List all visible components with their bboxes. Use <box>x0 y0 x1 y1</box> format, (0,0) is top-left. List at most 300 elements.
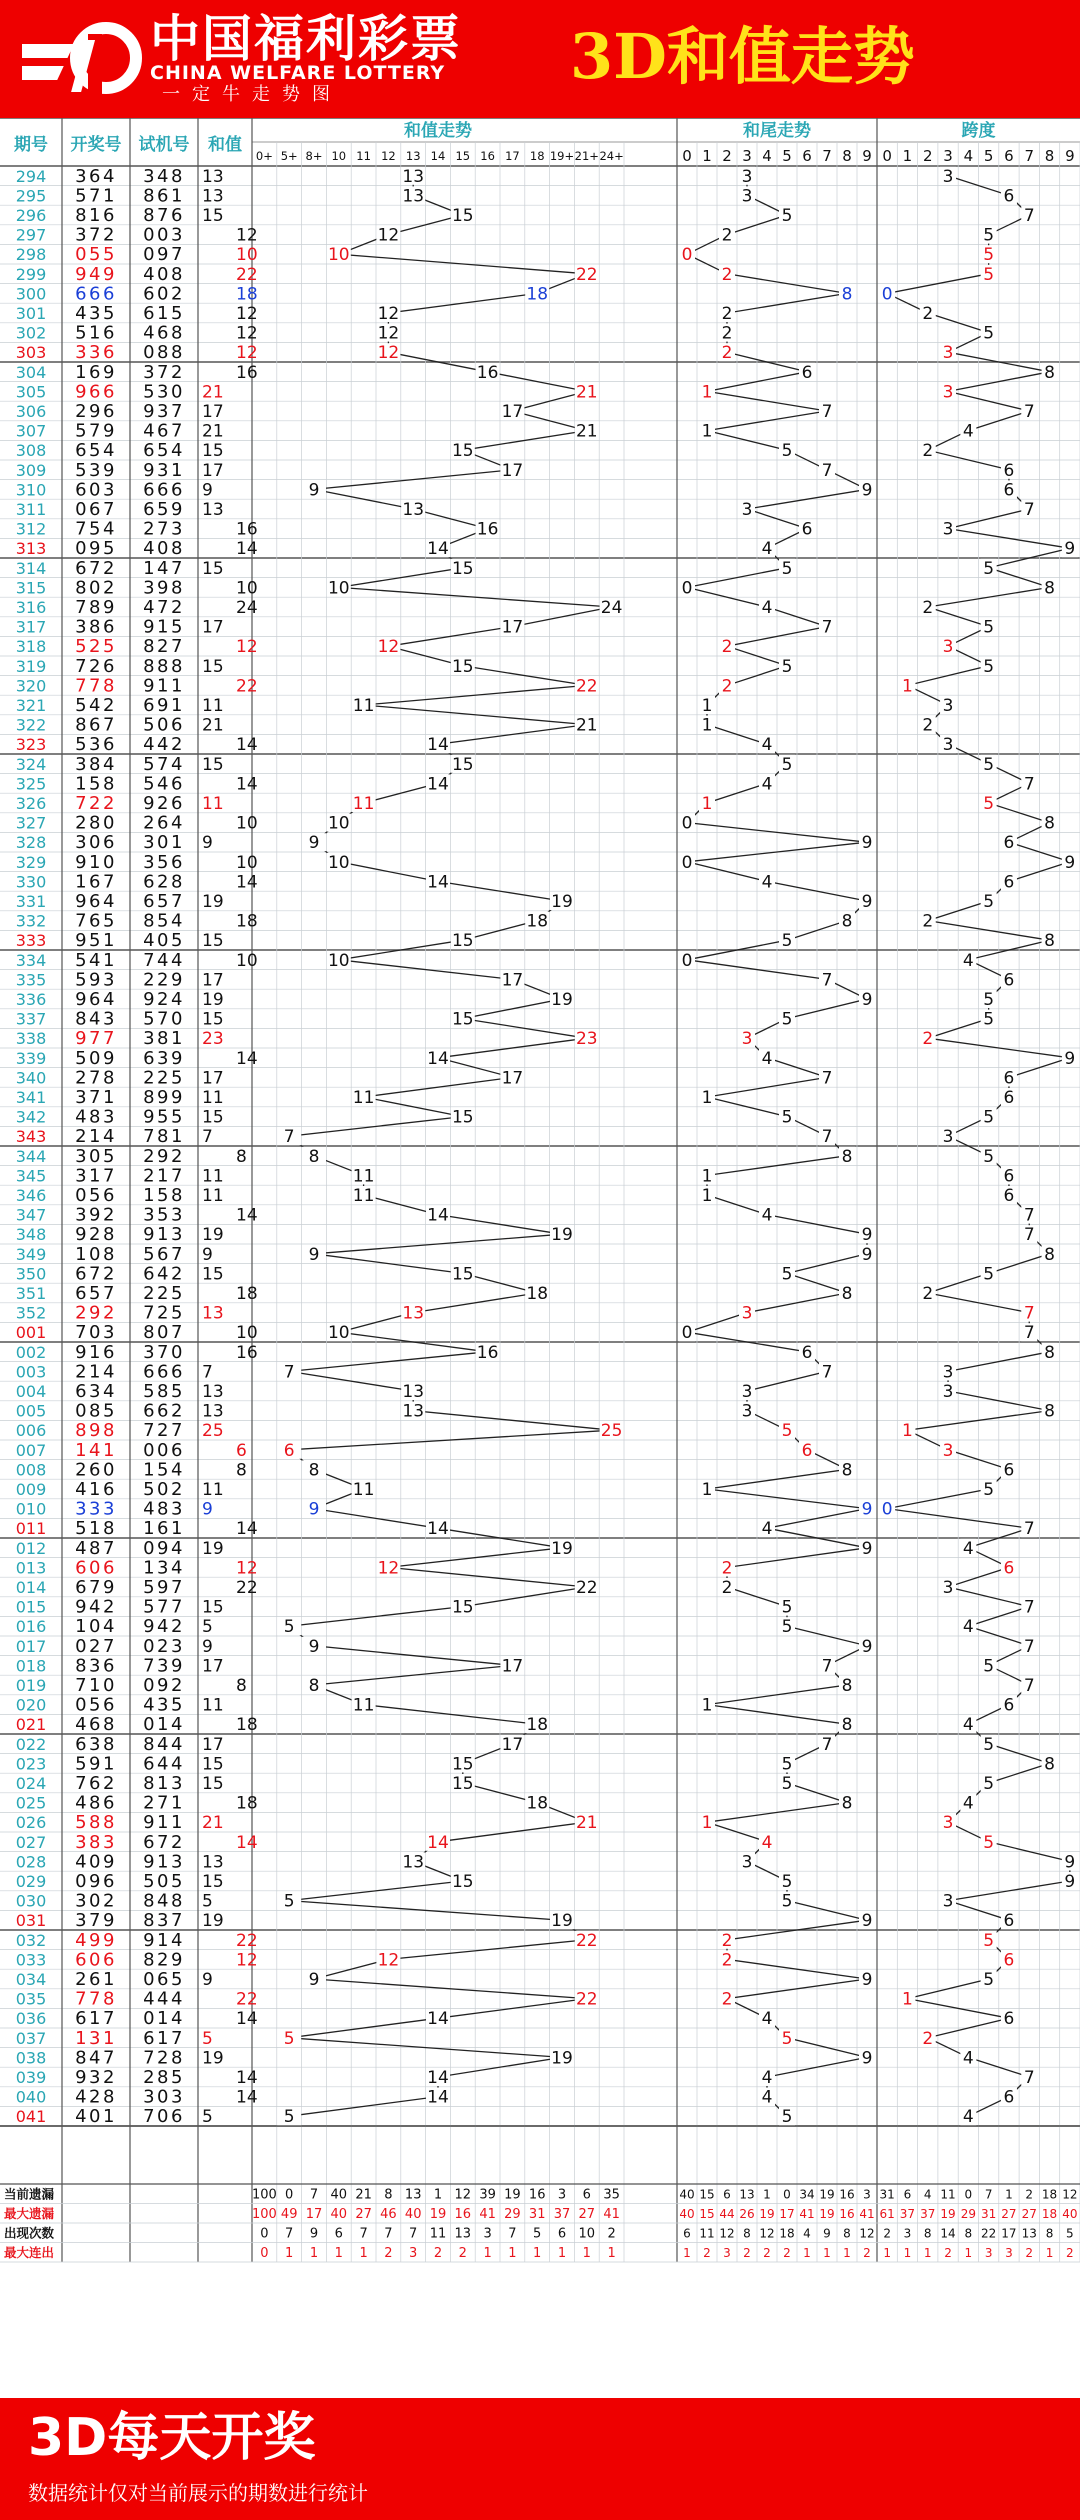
span-trend-marker: 4 <box>962 1715 974 1736</box>
sum-value-cell: 14 <box>236 1205 258 1226</box>
sum-value-cell: 14 <box>236 539 258 560</box>
draw-number-cell: 847 <box>75 2047 117 2069</box>
test-number-cell: 942 <box>143 1616 185 1638</box>
sum-value-cell: 17 <box>202 460 224 481</box>
sum-value-cell: 15 <box>202 1754 224 1775</box>
span-trend-marker: 6 <box>1003 1695 1015 1716</box>
tail-trend-marker: 1 <box>701 715 713 736</box>
issue-cell: 294 <box>15 166 47 186</box>
test-number-cell: 442 <box>143 734 185 756</box>
draw-number-cell: 509 <box>75 1047 117 1069</box>
draw-number-cell: 261 <box>75 1969 117 1990</box>
test-number-cell: 659 <box>143 499 185 520</box>
sum-trend-marker: 13 <box>402 500 425 520</box>
draw-number-cell: 306 <box>75 832 117 854</box>
sum-value-cell: 6 <box>236 1440 247 1461</box>
header <box>0 0 1080 118</box>
span-trend-marker: 5 <box>983 990 995 1010</box>
sum-trend-marker: 8 <box>308 1146 320 1167</box>
sum-value-cell: 12 <box>236 637 258 658</box>
draw-number-cell: 789 <box>75 597 117 618</box>
span-trend-marker: 2 <box>922 2028 934 2049</box>
span-trend-marker: 9 <box>1064 539 1076 560</box>
tail-trend-marker: 0 <box>681 950 693 971</box>
sum-trend-marker: 21 <box>575 421 598 442</box>
stat-span-cell: 31 <box>981 2206 997 2221</box>
test-number-cell: 097 <box>143 244 185 266</box>
tail-trend-marker: 8 <box>841 284 853 305</box>
test-number-cell: 468 <box>143 322 185 344</box>
stat-sum-cell: 2 <box>458 2245 467 2261</box>
stat-span-cell: 14 <box>940 2226 956 2241</box>
draw-number-cell: 703 <box>75 1322 117 1344</box>
test-number-cell: 937 <box>143 401 185 422</box>
stat-sum-cell: 7 <box>285 2226 294 2242</box>
span-trend-marker: 5 <box>983 1146 995 1167</box>
test-number-cell: 567 <box>143 1243 185 1265</box>
span-trend-marker: 6 <box>1003 1558 1015 1579</box>
sum-bin-label: 5+ <box>280 149 298 163</box>
stat-span-cell: 22 <box>981 2226 997 2241</box>
test-number-cell: 913 <box>143 1851 185 1873</box>
sum-trend-marker: 17 <box>501 460 524 481</box>
span-digit-label: 8 <box>1044 147 1055 165</box>
sum-value-cell: 14 <box>236 2087 258 2108</box>
tail-trend-marker: 5 <box>781 558 793 579</box>
draw-number-cell: 296 <box>75 401 117 422</box>
span-trend-marker: 6 <box>1003 480 1015 501</box>
sum-trend-marker: 19 <box>551 1538 573 1559</box>
sum-value-cell: 16 <box>236 362 258 383</box>
sum-trend-marker: 17 <box>501 402 524 422</box>
draw-number-cell: 302 <box>75 1890 117 1912</box>
stat-sum-cell: 1 <box>285 2245 294 2261</box>
sum-trend-marker: 8 <box>308 1676 320 1696</box>
sum-value-cell: 10 <box>236 578 258 599</box>
sum-value-cell: 22 <box>236 1989 258 2010</box>
test-number-cell: 876 <box>143 205 185 226</box>
draw-number-cell: 942 <box>75 1596 117 1618</box>
stat-sum-cell: 7 <box>359 2226 368 2242</box>
stat-sum-cell: 49 <box>280 2206 298 2222</box>
sum-trend-marker: 15 <box>451 558 474 579</box>
sum-value-cell: 17 <box>202 1068 224 1089</box>
stat-span-cell: 31 <box>879 2187 895 2202</box>
sum-trend-marker: 9 <box>308 1636 320 1657</box>
issue-cell: 330 <box>15 872 47 892</box>
tail-trend-marker: 5 <box>781 656 793 677</box>
span-trend-marker: 6 <box>1003 1068 1015 1089</box>
sum-value-cell: 14 <box>236 735 258 756</box>
stat-tail-cell: 12 <box>759 2226 775 2241</box>
sum-value-cell: 14 <box>236 1519 258 1540</box>
sum-trend-marker: 5 <box>283 1617 295 1638</box>
tail-trend-marker: 4 <box>761 598 773 618</box>
stat-label: 最大遗漏 <box>4 2205 55 2221</box>
sum-value-cell: 15 <box>202 656 224 677</box>
test-number-cell: 356 <box>143 851 185 873</box>
welfare-lottery-logo-icon <box>22 14 150 106</box>
test-number-cell: 570 <box>143 1008 185 1030</box>
sum-trend-marker: 10 <box>327 950 350 971</box>
draw-number-cell: 579 <box>75 420 117 442</box>
tail-trend-marker: 9 <box>861 990 873 1010</box>
test-number-cell: 292 <box>143 1145 185 1167</box>
sum-value-cell: 22 <box>236 264 258 285</box>
test-number-cell: 147 <box>143 557 185 579</box>
stat-span-cell: 11 <box>940 2187 956 2202</box>
stat-sum-cell: 1 <box>359 2245 368 2261</box>
draw-number-cell: 638 <box>75 1733 117 1755</box>
issue-cell: 312 <box>15 519 47 539</box>
span-trend-marker: 6 <box>1003 1186 1015 1206</box>
stat-span-cell: 2 <box>944 2245 952 2260</box>
sum-trend-marker: 22 <box>575 264 598 285</box>
draw-number-cell: 056 <box>75 1694 117 1716</box>
test-number-cell: 505 <box>143 1871 185 1892</box>
stat-tail-cell: 15 <box>699 2206 715 2221</box>
test-number-cell: 014 <box>143 1714 185 1736</box>
sum-trend-marker: 11 <box>352 1166 375 1187</box>
stat-tail-cell: 16 <box>839 2187 855 2202</box>
tail-trend-marker: 2 <box>721 1930 733 1951</box>
stat-sum-cell: 27 <box>578 2206 596 2222</box>
issue-cell: 024 <box>15 1774 47 1793</box>
sum-trend-marker: 9 <box>308 1499 320 1520</box>
test-number-cell: 577 <box>143 1596 185 1618</box>
draw-number-cell: 932 <box>75 2067 117 2088</box>
stat-tail-cell: 6 <box>683 2226 691 2241</box>
draw-number-cell: 525 <box>75 636 117 658</box>
test-number-cell: 642 <box>143 1263 185 1285</box>
issue-cell: 021 <box>15 1715 47 1735</box>
draw-number-cell: 095 <box>75 538 117 560</box>
draw-number-cell: 371 <box>75 1087 117 1108</box>
sum-trend-marker: 18 <box>526 1284 549 1304</box>
issue-cell: 304 <box>15 362 47 382</box>
sum-value-cell: 17 <box>202 1656 224 1677</box>
stat-span-cell: 2 <box>883 2226 891 2241</box>
tail-trend-marker: 4 <box>761 2009 773 2030</box>
test-number-cell: 285 <box>143 2067 185 2088</box>
issue-cell: 013 <box>15 1558 47 1578</box>
tail-trend-marker: 6 <box>801 519 813 540</box>
issue-cell: 334 <box>15 950 47 970</box>
span-trend-marker: 9 <box>1064 852 1076 873</box>
sum-trend-marker: 11 <box>352 696 375 716</box>
test-number-cell: 161 <box>143 1518 185 1540</box>
span-trend-marker: 3 <box>942 1127 954 1148</box>
stat-tail-cell: 40 <box>679 2206 695 2221</box>
tail-trend-marker: 5 <box>781 1774 793 1794</box>
test-number-cell: 408 <box>143 538 185 560</box>
issue-cell: 023 <box>15 1754 47 1774</box>
issue-cell: 299 <box>15 264 47 284</box>
span-trend-marker: 3 <box>942 343 954 364</box>
stat-span-cell: 4 <box>923 2187 932 2202</box>
stat-sum-cell: 3 <box>409 2245 418 2261</box>
issue-cell: 349 <box>15 1244 47 1264</box>
stat-span-cell: 0 <box>964 2187 973 2202</box>
sum-trend-marker: 12 <box>377 1950 400 1971</box>
span-trend-marker: 6 <box>1003 970 1015 991</box>
draw-number-cell: 593 <box>75 969 117 991</box>
sum-value-cell: 14 <box>236 1832 258 1853</box>
stat-span-cell: 27 <box>1021 2206 1037 2221</box>
stat-sum-cell: 40 <box>330 2206 348 2222</box>
issue-cell: 321 <box>15 696 47 715</box>
span-trend-marker: 3 <box>942 519 954 540</box>
sum-value-cell: 8 <box>236 1460 247 1481</box>
sum-value-cell: 22 <box>236 1930 258 1951</box>
tail-trend-marker: 2 <box>721 264 733 285</box>
span-trend-marker: 7 <box>1023 1636 1035 1657</box>
test-number-cell: 727 <box>143 1420 185 1442</box>
issue-cell: 016 <box>15 1617 47 1637</box>
span-trend-marker: 7 <box>1023 1323 1035 1344</box>
tail-trend-marker: 8 <box>841 1715 853 1736</box>
column-header-test: 试机号 <box>138 135 190 155</box>
stat-tail-cell: 8 <box>743 2226 751 2241</box>
draw-number-cell: 542 <box>75 695 117 716</box>
test-number-cell: 728 <box>143 2047 185 2069</box>
sum-value-cell: 10 <box>236 813 258 834</box>
sum-bin-label: 24+ <box>599 149 624 163</box>
test-number-cell: 931 <box>143 459 185 481</box>
stat-label: 当前遗漏 <box>4 2186 55 2202</box>
sum-trend-marker: 10 <box>327 1323 350 1344</box>
span-trend-marker: 5 <box>983 794 995 814</box>
tail-trend-marker: 3 <box>741 1029 753 1050</box>
test-number-cell: 617 <box>143 2027 185 2049</box>
tail-trend-marker: 3 <box>741 186 753 207</box>
draw-number-cell: 603 <box>75 479 117 501</box>
sum-trend-marker: 17 <box>501 617 524 638</box>
sum-trend-marker: 15 <box>451 1597 474 1618</box>
span-trend-marker: 7 <box>1023 774 1035 795</box>
draw-number-cell: 067 <box>75 499 117 520</box>
issue-cell: 006 <box>15 1421 47 1441</box>
span-trend-marker: 7 <box>1023 1303 1035 1324</box>
stat-sum-cell: 31 <box>528 2206 546 2222</box>
sum-value-cell: 11 <box>202 696 224 716</box>
span-trend-marker: 8 <box>1044 1342 1055 1363</box>
issue-cell: 010 <box>15 1499 47 1519</box>
tail-trend-marker: 7 <box>821 1068 833 1089</box>
sum-value-cell: 15 <box>202 931 224 952</box>
draw-number-cell: 317 <box>75 1165 117 1187</box>
sum-value-cell: 9 <box>202 480 213 501</box>
test-number-cell: 023 <box>143 1635 185 1657</box>
test-number-cell: 372 <box>143 361 185 383</box>
draw-number-cell: 214 <box>75 1361 117 1383</box>
sum-trend-marker: 10 <box>327 578 350 599</box>
test-number-cell: 666 <box>143 479 185 501</box>
draw-number-cell: 762 <box>75 1773 117 1794</box>
sum-trend-marker: 13 <box>402 1852 425 1873</box>
sum-bin-label: 11 <box>356 149 371 163</box>
test-number-cell: 271 <box>143 1792 185 1814</box>
tail-trend-marker: 8 <box>841 1284 853 1304</box>
sum-bin-label: 13 <box>405 149 421 163</box>
test-number-cell: 585 <box>143 1381 185 1402</box>
sum-value-cell: 11 <box>202 1186 224 1206</box>
stat-tail-cell: 2 <box>763 2245 771 2260</box>
stat-sum-cell: 1 <box>557 2245 567 2261</box>
span-trend-marker: 4 <box>962 950 974 971</box>
tail-trend-marker: 9 <box>861 1244 873 1265</box>
test-number-cell: 405 <box>143 930 185 952</box>
draw-number-cell: 657 <box>75 1283 117 1304</box>
tail-digit-label: 2 <box>722 147 732 165</box>
span-digit-label: 5 <box>983 147 994 165</box>
issue-cell: 320 <box>15 676 47 696</box>
stat-span-cell: 13 <box>1021 2226 1037 2241</box>
logo-chinese-text: 中国福利彩票 <box>150 10 462 68</box>
stat-tail-cell: 19 <box>819 2206 835 2221</box>
draw-number-cell: 836 <box>75 1655 117 1677</box>
stat-tail-cell: 18 <box>779 2226 795 2241</box>
test-number-cell: 217 <box>143 1165 185 1187</box>
sum-value-cell: 18 <box>236 1793 258 1814</box>
sum-trend-marker: 15 <box>451 1264 474 1285</box>
draw-number-cell: 536 <box>75 734 117 756</box>
sum-trend-marker: 11 <box>352 1088 375 1108</box>
tail-trend-marker: 7 <box>821 1734 833 1755</box>
sum-trend-marker: 22 <box>575 1930 598 1951</box>
stat-tail-cell: 3 <box>723 2245 731 2260</box>
test-number-cell: 225 <box>143 1283 185 1304</box>
tail-trend-marker: 8 <box>841 1460 853 1481</box>
test-number-cell: 435 <box>143 1694 185 1716</box>
tail-trend-marker: 9 <box>861 2048 873 2069</box>
draw-number-cell: 966 <box>75 381 117 403</box>
sum-value-cell: 5 <box>202 2028 213 2049</box>
tail-trend-marker: 1 <box>701 794 713 814</box>
sum-trend-marker: 15 <box>451 1107 474 1128</box>
stat-sum-cell: 3 <box>483 2226 492 2242</box>
tail-trend-marker: 9 <box>861 1636 873 1657</box>
tail-trend-marker: 4 <box>761 539 773 560</box>
tail-trend-marker: 5 <box>781 1597 793 1618</box>
sum-trend-marker: 12 <box>377 304 400 324</box>
stat-tail-cell: 2 <box>863 2245 871 2260</box>
issue-cell: 342 <box>15 1107 47 1127</box>
span-trend-marker: 2 <box>922 715 934 736</box>
draw-number-cell: 951 <box>75 930 117 952</box>
issue-cell: 030 <box>15 1891 47 1911</box>
issue-cell: 302 <box>15 323 47 343</box>
sum-trend-marker: 15 <box>451 1754 474 1775</box>
stat-span-cell: 8 <box>1045 2226 1054 2241</box>
sum-value-cell: 11 <box>202 1166 224 1187</box>
sum-trend-marker: 19 <box>551 1225 573 1246</box>
issue-cell: 351 <box>15 1284 47 1303</box>
issue-cell: 037 <box>15 2028 47 2048</box>
span-trend-marker: 3 <box>942 696 954 716</box>
draw-number-cell: 386 <box>75 616 117 638</box>
issue-cell: 026 <box>15 1813 47 1833</box>
span-trend-marker: 5 <box>983 245 995 266</box>
span-trend-marker: 7 <box>1023 1597 1035 1618</box>
sum-value-cell: 8 <box>236 1146 247 1167</box>
section-header-tail-trend: 和尾走势 <box>743 121 811 141</box>
span-trend-marker: 5 <box>983 1832 995 1853</box>
tail-digit-label: 7 <box>822 147 832 165</box>
sum-trend-marker: 22 <box>575 1578 598 1598</box>
issue-cell: 008 <box>15 1460 47 1480</box>
stat-span-cell: 2 <box>1025 2187 1034 2202</box>
draw-number-cell: 843 <box>75 1008 117 1030</box>
tail-trend-marker: 7 <box>821 1656 833 1677</box>
sum-trend-marker: 17 <box>501 1068 524 1089</box>
test-number-cell: 861 <box>143 185 185 207</box>
stat-tail-cell: 41 <box>859 2206 875 2221</box>
span-trend-marker: 9 <box>1064 1852 1076 1873</box>
sum-value-cell: 18 <box>236 284 258 305</box>
sum-value-cell: 13 <box>202 1852 224 1873</box>
issue-cell: 332 <box>15 911 47 931</box>
sum-value-cell: 12 <box>236 304 258 324</box>
sum-value-cell: 12 <box>236 323 258 344</box>
sum-trend-marker: 13 <box>402 1303 425 1324</box>
issue-cell: 308 <box>15 441 47 461</box>
stat-span-cell: 29 <box>960 2206 976 2221</box>
stat-sum-cell: 8 <box>384 2187 393 2203</box>
tail-trend-marker: 1 <box>701 696 713 716</box>
test-number-cell: 926 <box>143 793 185 814</box>
sum-trend-marker: 22 <box>575 1989 598 2010</box>
issue-cell: 347 <box>15 1205 47 1225</box>
stat-span-cell: 8 <box>923 2226 932 2241</box>
span-trend-marker: 8 <box>1044 362 1055 383</box>
draw-number-cell: 634 <box>75 1381 117 1402</box>
footer <box>0 2398 1080 2520</box>
draw-number-cell: 158 <box>75 773 117 795</box>
sum-trend-marker: 14 <box>427 872 449 893</box>
span-trend-marker: 3 <box>942 1578 954 1598</box>
sum-trend-marker: 15 <box>451 1774 474 1794</box>
stat-tail-cell: 44 <box>719 2206 735 2221</box>
tail-trend-marker: 2 <box>721 1558 733 1579</box>
draw-number-cell: 672 <box>75 1263 117 1285</box>
span-trend-marker: 5 <box>983 1774 995 1794</box>
span-trend-marker: 9 <box>1064 1048 1076 1069</box>
test-number-cell: 706 <box>143 2106 185 2128</box>
stat-sum-cell: 7 <box>309 2187 319 2203</box>
draw-number-cell: 666 <box>75 283 117 305</box>
span-trend-marker: 5 <box>983 225 995 246</box>
test-number-cell: 911 <box>143 1812 185 1834</box>
stat-span-cell: 1 <box>1045 2245 1054 2260</box>
draw-number-cell: 364 <box>75 165 117 187</box>
test-number-cell: 725 <box>143 1302 185 1324</box>
stat-tail-cell: 12 <box>719 2226 735 2241</box>
sum-trend-marker: 11 <box>352 1695 375 1716</box>
draw-number-cell: 765 <box>75 910 117 932</box>
stat-sum-cell: 1 <box>533 2245 542 2261</box>
sum-value-cell: 15 <box>202 441 224 462</box>
span-trend-marker: 7 <box>1023 2068 1035 2088</box>
column-header-issue: 期号 <box>14 135 48 155</box>
tail-trend-marker: 1 <box>701 1186 713 1206</box>
sum-value-cell: 17 <box>202 402 224 422</box>
span-trend-marker: 6 <box>1003 2087 1015 2108</box>
sum-value-cell: 15 <box>202 1009 224 1030</box>
issue-cell: 336 <box>15 990 47 1009</box>
sum-trend-marker: 15 <box>451 206 474 226</box>
span-trend-marker: 3 <box>942 1382 954 1402</box>
